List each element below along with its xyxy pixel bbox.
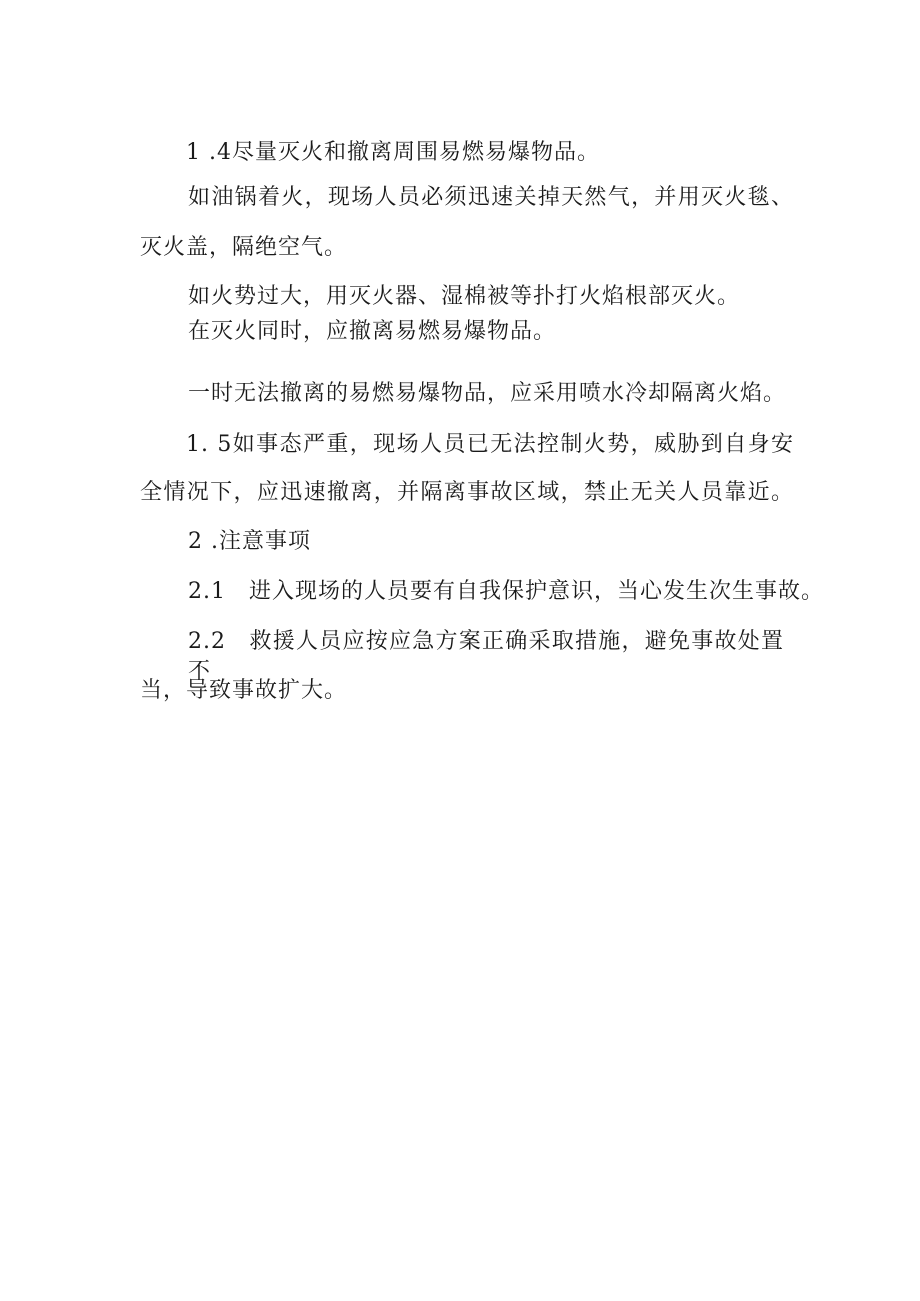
line-spray-cooling: 一时无法撤离的易燃易爆物品，应采用喷水冷却隔离火焰。 [188, 381, 787, 406]
line-1-4-heading: 1 .4尽量灭火和撤离周围易燃易爆物品。 [186, 140, 600, 165]
line-fire-too-large: 如火势过大，用灭火器、湿棉被等扑打火焰根部灭火。 [188, 284, 741, 309]
line-1-5-serious: 1. 5如事态严重，现场人员已无法控制火势，威胁到自身安 [186, 432, 794, 457]
line-2-2: 2.2 救援人员应按应急方案正确采取措施，避免事故处置不 [188, 629, 784, 684]
line-evacuate-flammables: 在灭火同时，应撤离易燃易爆物品。 [188, 319, 557, 344]
line-fire-lid: 灭火盖，隔绝空气。 [140, 235, 348, 260]
line-evacuate-isolate: 全情况下，应迅速撤离，并隔离事故区域，禁止无关人员靠近。 [140, 480, 794, 505]
line-2-2-cont: 当，导致事故扩大。 [140, 678, 348, 703]
line-oil-pan-fire: 如油锅着火，现场人员必须迅速关掉天然气，并用灭火毯、 [188, 185, 794, 210]
line-2-notes-heading: 2 .注意事项 [188, 529, 311, 554]
line-2-1: 2.1 进入现场的人员要有自我保护意识，当心发生次生事故。 [188, 579, 824, 604]
